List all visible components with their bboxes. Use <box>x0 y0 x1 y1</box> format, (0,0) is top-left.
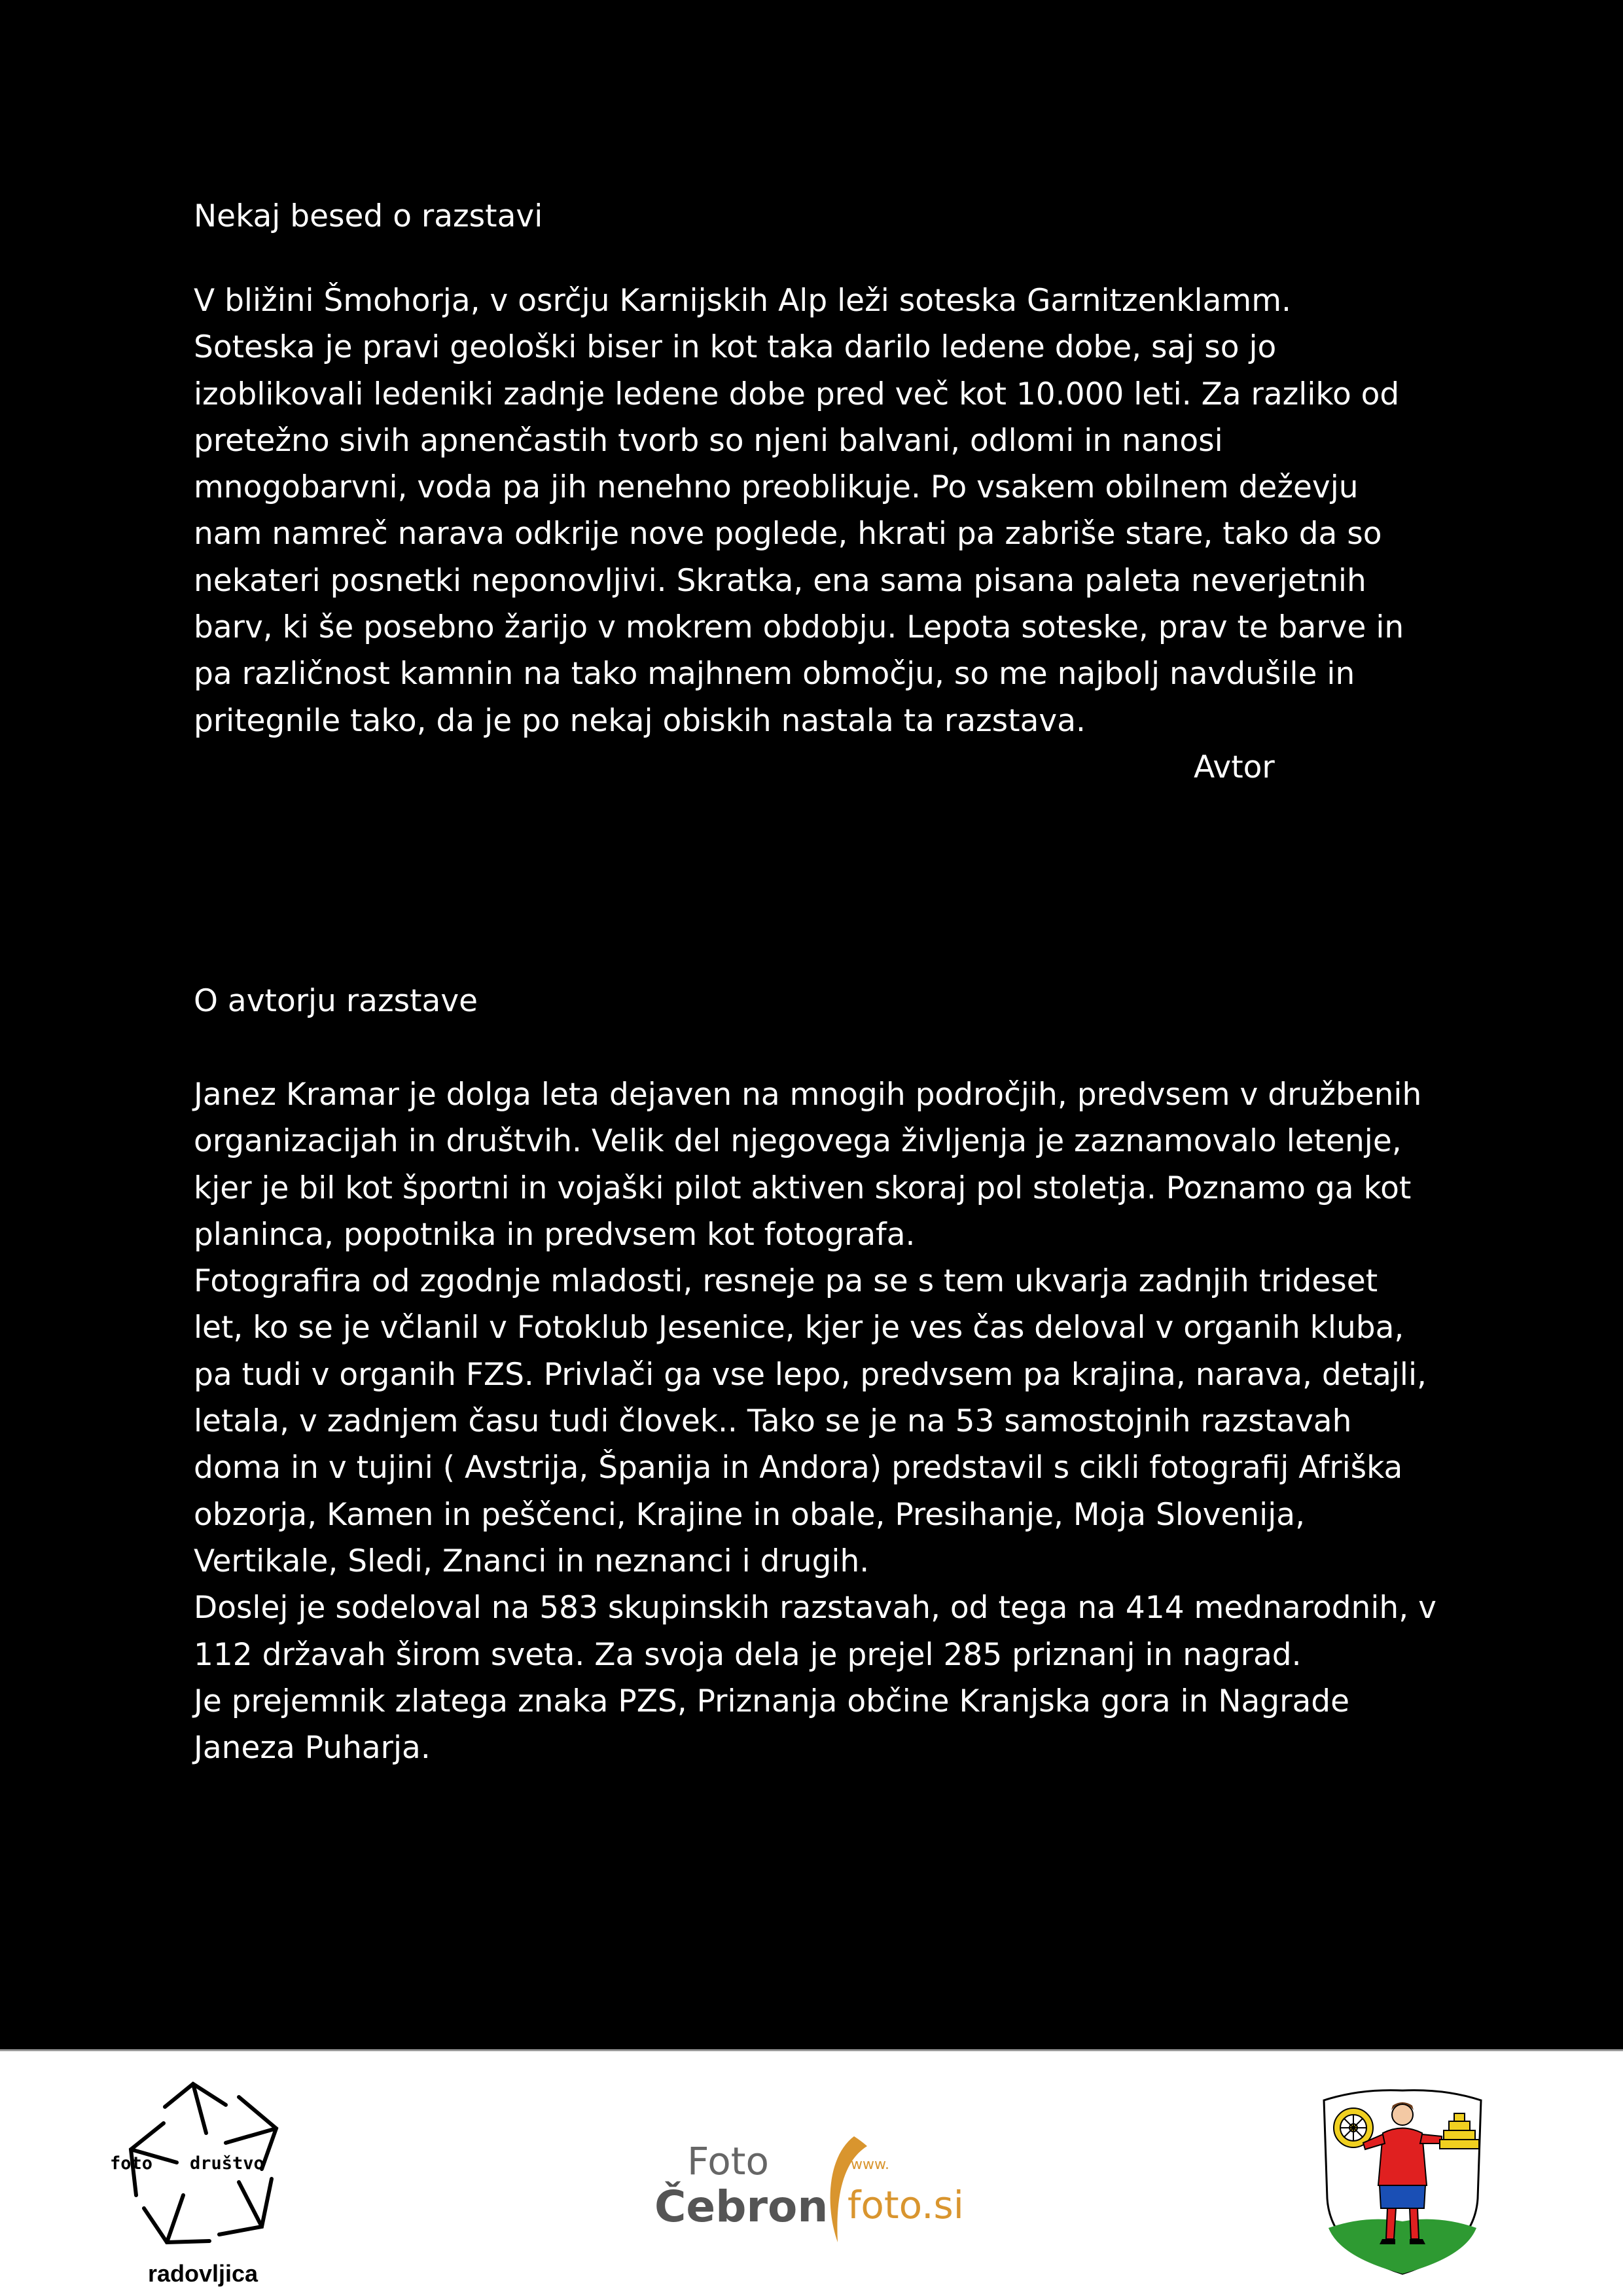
footer-logos <box>0 2049 1623 2296</box>
text-line: planinca, popotnika in predvsem kot fotografa. <box>194 1216 916 1253</box>
about-author-heading: O avtorju razstave <box>194 983 478 1019</box>
about-author-text <box>194 1071 1450 1771</box>
exhibition-text <box>194 278 1450 744</box>
text-line: kjer je bil kot športni in vojaški pilot aktiven skoraj pol stoletja. Poznamo ga kot <box>194 1170 1412 1206</box>
text-line: 112 državah širom sveta. Za svoja dela je prejel 285 priznanj in nagrad. <box>194 1636 1302 1673</box>
text-line: letala, v zadnjem času tudi človek.. Tako se je na 53 samostojnih razstavah <box>194 1403 1352 1440</box>
logo-foto-text: Foto <box>687 2139 770 2183</box>
text-line: Soteska je pravi geološki biser in kot taka darilo ledene dobe, saj so jo <box>194 329 1277 366</box>
text-line: nam namreč narava odkrije nove poglede, hkrati pa zabriše stare, tako da so <box>194 516 1382 552</box>
text-line: pa različnost kamnin na tako majhnem območju, so me najbolj navdušile in <box>194 656 1355 692</box>
text-line: nekateri posnetki neponovljivi. Skratka, ena sama pisana paleta neverjetnih <box>194 562 1366 599</box>
logo-cebron-name: Čebron <box>654 2181 829 2232</box>
foto-cebron-logo <box>651 2130 991 2248</box>
text-line: let, ko se je včlanil v Fotoklub Jesenice, kjer je ves čas deloval v organih kluba, <box>194 1310 1404 1346</box>
text-line: pretežno sivih apnenčastih tvorb so njeni balvani, odlomi in nanosi <box>194 422 1223 459</box>
logo-word-drustvo: društvo <box>190 2153 264 2174</box>
text-line: organizacijah in društvih. Velik del njegovega življenja je zaznamovalo letenje, <box>194 1123 1402 1160</box>
logo-www-text: www. <box>851 2157 889 2173</box>
text-line: V bližini Šmohorja, v osrčju Karnijskih Alp leži soteska Garnitzenklamm. <box>194 283 1291 319</box>
text-line: Janeza Puharja. <box>194 1730 431 1767</box>
logo-city: radovljica <box>147 2260 259 2287</box>
foto-drustvo-radovljica-logo <box>105 2071 301 2287</box>
text-line: mnogobarvni, voda pa jih nenehno preoblikuje. Po vsakem obilnem deževju <box>194 469 1359 506</box>
text-line: Doslej je sodeloval na 583 skupinskih razstavah, od tega na 414 mednarodnih, v <box>194 1590 1436 1626</box>
text-line: pritegnile tako, da je po nekaj obiskih nastala ta razstava. <box>194 702 1086 739</box>
author-signature: Avtor <box>1194 749 1275 785</box>
text-line: pa tudi v organih FZS. Privlači ga vse lepo, predvsem pa krajina, narava, detajli, <box>194 1356 1427 1393</box>
coat-of-arms-icon <box>1314 2087 1491 2277</box>
text-line: Fotografira od zgodnje mladosti, resneje pa se s tem ukvarja zadnjih trideset <box>194 1263 1378 1300</box>
logo-word-foto: foto <box>110 2153 153 2174</box>
text-line: izoblikovali ledeniki zadnje ledene dobe pred več kot 10.000 leti. Za razliko od <box>194 376 1400 412</box>
text-line: doma in v tujini ( Avstrija, Španija in Andora) predstavil s cikli fotografij Afriška <box>194 1450 1403 1486</box>
text-line: Vertikale, Sledi, Znanci in neznanci i drugih. <box>194 1543 870 1579</box>
text-line: Je prejemnik zlatega znaka PZS, Priznanja občine Kranjska gora in Nagrade <box>194 1683 1350 1719</box>
text-line: Janez Kramar je dolga leta dejaven na mnogih področjih, predvsem v družbenih <box>194 1077 1422 1113</box>
logo-domain-text: foto.si <box>847 2183 964 2227</box>
text-line: barv, ki še posebno žarijo v mokrem obdobju. Lepota soteske, prav te barve in <box>194 609 1404 646</box>
exhibition-heading: Nekaj besed o razstavi <box>194 198 543 234</box>
text-line: obzorja, Kamen in peščenci, Krajine in obale, Presihanje, Moja Slovenija, <box>194 1496 1306 1533</box>
